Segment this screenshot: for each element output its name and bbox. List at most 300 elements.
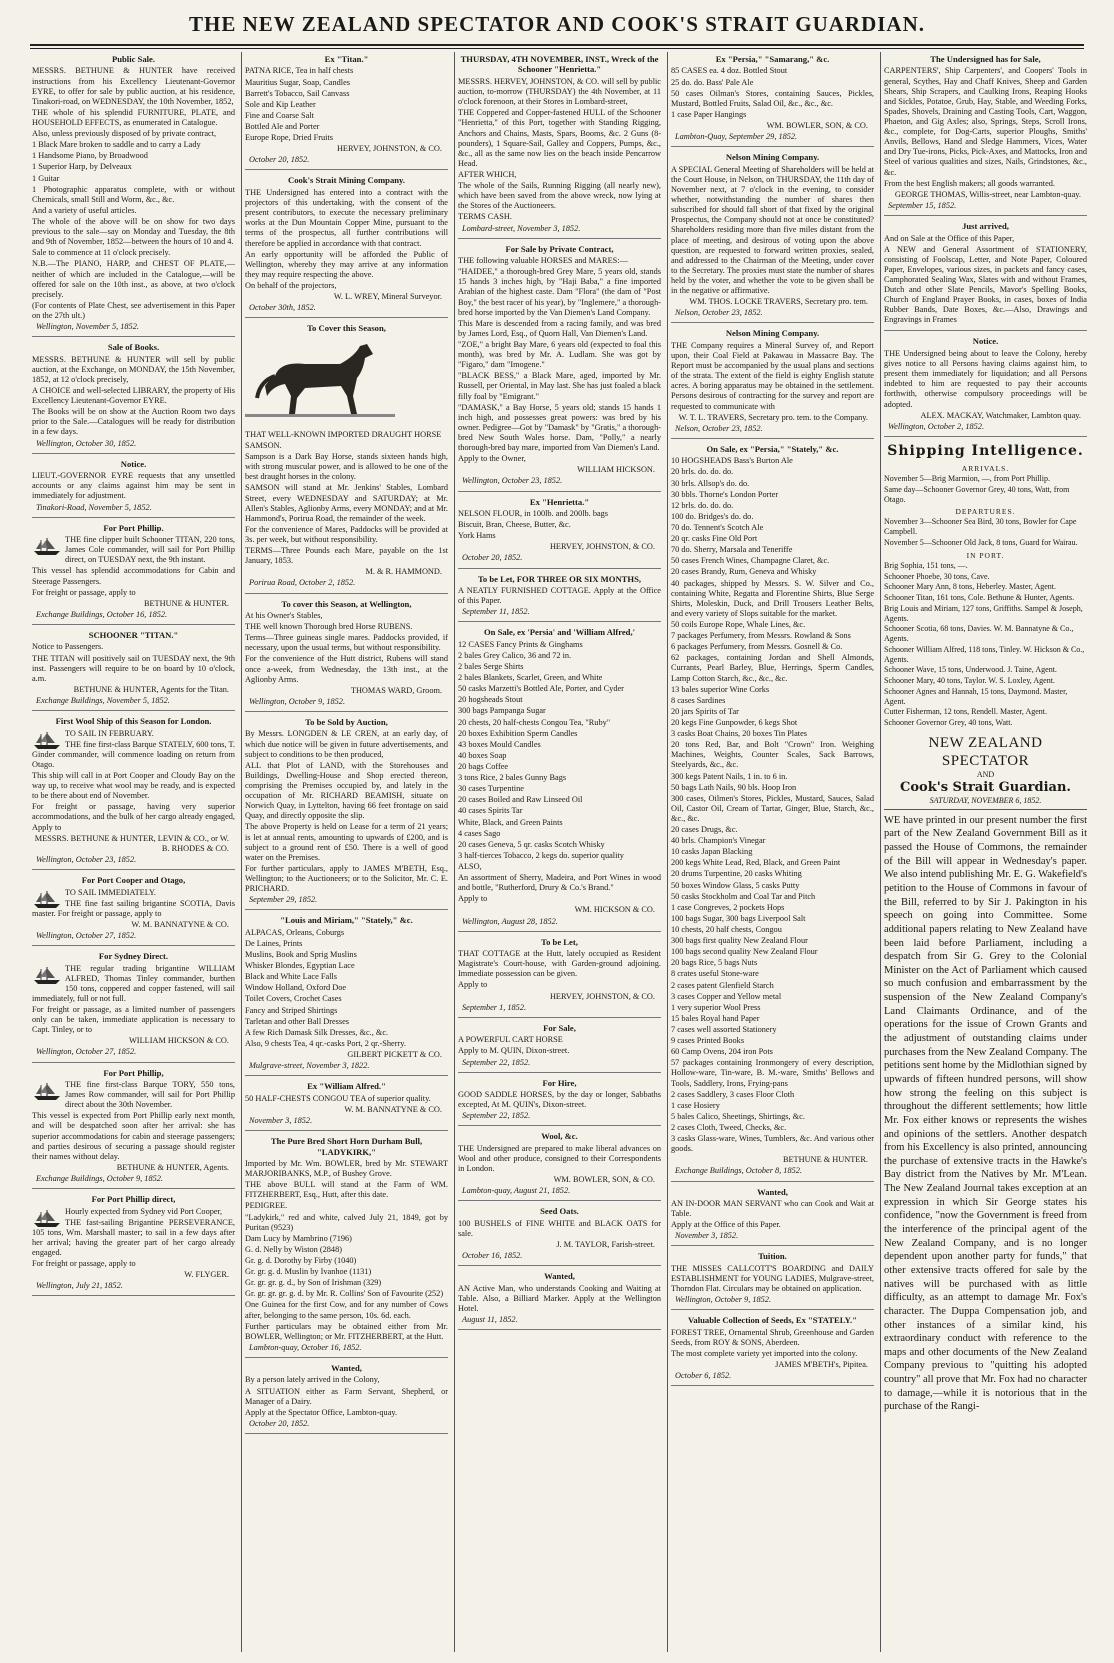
ad-date: November 3, 1852. <box>249 1115 313 1125</box>
ad-paragraph: A few Rich Damask Silk Dresses, &c., &c. <box>245 1027 389 1037</box>
ad-paragraph: 2 bales Grey Calico, 36 and 72 in. <box>458 650 572 660</box>
ad-paragraph: 15 bales Royal hand Paper <box>671 1013 760 1023</box>
ad-paragraph: THE Undersigned has entered into a contract with the projectors of this undertaking, with the consent of the present contributors, to execute the necessary preliminary works at the Dun Mountain Copper Mine, pursuant to the terms of the prospectus, all further contributions will therefore be applied in accordance with that contract. <box>245 187 448 248</box>
ad-paragraph: Toilet Covers, Crochet Cases <box>245 994 342 1004</box>
ad-paragraph: THE fine clipper built Schooner TITAN, 220 tons, James Cole commander, will sail for Port Phillip direct, on TUESDAY next, the 9th instant. <box>65 535 235 565</box>
ad-signature: W. L. WREY, Mineral Surveyor. <box>333 292 442 302</box>
ad-paragraph: ALL that Plot of LAND, with the Storehouses and Buildings, Dwelling-House and Shop erected thereon, comprising the Premises occupied by, and lately in the occupation of Mr. RICHARD BEAMISH, situate on Norwich Quay, in Lyttelton, having 66 feet frontage on said Quay, and directly opposite the slip. <box>245 760 448 821</box>
ad-date: Wellington, October 2, 1852. <box>888 421 985 431</box>
ad-paragraph: 50 casks Marzetti's Bottled Ale, Porter, and Cyder <box>458 684 624 694</box>
ad-date: October 16, 1852. <box>462 1251 523 1261</box>
ad-paragraph: 100 do. Bridges's do. do. <box>671 511 754 521</box>
ad-paragraph: 3 cases Copper and Yellow metal <box>671 991 782 1001</box>
advertisement <box>884 221 1087 331</box>
ad-paragraph: The whole of the above will be on show for two days previous to the sale—say on Monday and Tuesday, the 8th and 9th of November, 1852—between the hours of 10 and 4. <box>32 217 235 247</box>
ad-paragraph: Apply at the Spectator Office, Lambton-quay. <box>245 1407 398 1417</box>
ad-paragraph: 20 bags Coffee <box>458 762 509 772</box>
ad-signature: WM. HICKSON & CO. <box>574 905 655 915</box>
ad-paragraph: Fancy and Striped Shirtings <box>245 1005 338 1015</box>
ad-heading: Wool, &c. <box>541 1131 578 1142</box>
ad-paragraph: 3 half-tierces Tobacco, 2 kegs do. superior quality <box>458 850 624 860</box>
ad-paragraph: Apply at the Office of this Paper. <box>671 1220 781 1230</box>
shipping-entry: Schooner Mary, 40 tons, Taylor. W. S. Loxley, Agent. <box>884 676 1055 686</box>
ad-date: October 20, 1852. <box>249 1418 310 1428</box>
ad-date: Exchange Buildings, November 5, 1852. <box>36 696 170 705</box>
advertisement <box>32 630 235 711</box>
ad-heading: Seed Oats. <box>540 1206 579 1217</box>
ad-paragraph: G. d. Nelly by Wiston (2848) <box>245 1244 342 1254</box>
ad-paragraph: Dam Lucy by Mambrino (7196) <box>245 1233 352 1243</box>
ad-paragraph: Whisker Blondes, Egyptian Lace <box>245 961 355 971</box>
ad-paragraph: 1 Superior Harp, by Delveaux <box>32 162 132 172</box>
ad-paragraph: 3 casks Glass-ware, Wines, Tumblers, &c. And various other goods. <box>671 1134 874 1154</box>
ad-paragraph: TERMS CASH. <box>458 212 512 222</box>
advertisement <box>671 444 874 1182</box>
masthead-rule <box>30 44 1084 49</box>
ad-heading: For Sale, <box>543 1022 576 1033</box>
ad-paragraph: For further particulars, apply to JAMES M'BETH, Esq., Wellington; to the Auctioneers; or to the Solicitor, Mr. C. E. PRICHARD. <box>245 863 448 894</box>
ad-paragraph: MESSRS. BETHUNE & HUNTER have received instructions from his Excellency Lieutenant-Governor EYRE, to offer for sale by public auction, at his residence, Tinakori-road, on WEDNESDAY, the 10th November, 1852, <box>32 66 235 106</box>
ad-paragraph: Europe Rope, Dried Fruits <box>245 133 334 143</box>
column-rule <box>667 52 668 1652</box>
ad-paragraph: ALPACAS, Orleans, Coburgs <box>245 927 345 937</box>
ad-paragraph: 40 cases Spirits Tar <box>458 806 523 816</box>
ad-signature: THOMAS WARD, Groom. <box>350 685 442 695</box>
ad-paragraph: 1 case Hosiery <box>671 1100 720 1110</box>
ad-paragraph: Tarletan and other Ball Dresses <box>245 1016 350 1026</box>
ad-heading: Wanted, <box>757 1186 788 1197</box>
ad-paragraph: THE Coppered and Copper-fastened HULL of the Schooner "Henrietta," of this Port, together with Standing Rigging, Anchors and Chains, Masts, Spars, Booms, &c. 2 Guns (8-pounders), 1 Square-Sail, Galley and Coppers, Pumps, &c., &c., all as the same now lies on the beach inside Pencarrow Head. <box>458 108 661 168</box>
ad-signature: HERVEY, JOHNSTON, & CO. <box>336 144 442 154</box>
ad-heading: The Pure Bred Short Horn Durham Bull, "LADYKIRK," <box>270 1136 423 1157</box>
ad-paragraph: Sole and Kip Leather <box>245 99 316 109</box>
ad-signature: MESSRS. BETHUNE & HUNTER, LEVIN & CO., or W. B. RHODES & CO. <box>34 833 229 853</box>
ad-heading: First Wool Ship of this Season for London. <box>55 716 212 727</box>
ad-paragraph: 20 boxes Exhibition Sperm Candles <box>458 728 578 738</box>
column-3 <box>458 52 661 1652</box>
advertisement <box>245 915 448 1076</box>
ad-paragraph: LIEUT.-GOVERNOR EYRE requests that any unsettled accounts or any claims against him may be sent in immediately for adjustment. <box>32 471 235 501</box>
ad-signature: GILBERT PICKETT & CO. <box>347 1050 442 1059</box>
ad-paragraph: N.B.—The PIANO, HARP, and CHEST OF PLATE,—neither of which are included in the Catalogue,—will be offered for sale on the 10th inst., as above, at two o'clock precisely. <box>32 259 235 299</box>
ad-signature: WM. THOS. LOCKE TRAVERS, Secretary pro. tem. <box>689 297 868 307</box>
ad-paragraph: "BLACK BESS," a Black Mare, aged, imported by Mr. Russell, per Oriental, in May last. She has just foaled a black filly foal by "Emigrant." <box>458 371 661 401</box>
advertisement <box>32 875 235 946</box>
ad-paragraph: And a variety of useful articles. <box>32 205 137 215</box>
ad-paragraph: This vessel has splendid accommodations for Cabin and Steerage Passengers. <box>32 566 235 586</box>
ad-paragraph: Notice to Passengers. <box>32 642 104 652</box>
ad-paragraph: De Laines, Prints <box>245 938 303 948</box>
ad-heading: Nelson Mining Company. <box>725 152 820 163</box>
ad-paragraph: SAMSON. <box>245 440 282 450</box>
horse-illustration <box>245 336 448 429</box>
ad-signature: W. M. BANNATYNE & CO. <box>131 919 229 929</box>
ad-signature: ALEX. MACKAY, Watchmaker, Lambton quay. <box>920 410 1081 420</box>
ad-heading: Notice. <box>120 458 147 469</box>
ad-paragraph: For freight or passage, apply to <box>32 1259 136 1269</box>
ad-paragraph: THE whole of his splendid FURNITURE, PLATE, and HOUSEHOLD EFFECTS, as enumerated in Catalogue. <box>32 107 235 128</box>
ad-date: Wellington, October 27, 1852. <box>36 1047 137 1057</box>
ad-signature: HERVEY, JOHNSTON, & CO. <box>549 991 655 1001</box>
editorial-text: WE have printed in our present number the first part of the New Zealand Government Bill as it passed the House of Commons, the remainder of the Bill will appear in Wednesday's paper. We also intend publishing Mr. E. G. Wakefield's petition to the House of Commons in favour of the Bill, referred to by Sir J. Pakington in his speech on going into Committee. Some additional papers relating to New Zealand have been laid before Parliament, including a despatch from Sir G. Grey to the Colonial Minister on the Act of Parliament which caused so much confusion and embarrassment by the suspension of the New Zealand Company's Land Claimants Ordinance, and of the operations for the issue of Crown Grants and the adjustment of outstanding claims under purchases from the New Zealand Company. The petitions sent home by the Midlothian signed by upwards of fifteen hundred persons, will show how strong the feeling on this subject is throughout the different settlements; how little Mr. Fox either knows or represents the wishes and opinions of the settlers. Another despatch from his Excellency is also printed, announcing the purchase of extensive tracts in the Hawke's Bay district from the Natives by Mr. M'Lean. The New Zealand Journal takes exception at an expression in which Sir George states his confidence, "now the Government is freed from the interference of the principal agent of the New Zealand Company, and is no longer dependent upon another party for funds," that other extensive tracts offered for sale by the natives will be purchased with as little difficulty, as an attempt to damage Mr. Fox's character. The Duppa Compensation job, and other instances of a similar kind, his extraordinary conduct with reference to the maps and other documents of the New Zealand Company previous to "quitting his adopted country" all prove that Mr. Fox had no character to damage,—while it is notorious that in the purchase of the Rangi- <box>884 814 1087 1413</box>
ad-paragraph: 25 do. do. Bass' Pale Ale <box>671 77 754 87</box>
ad-heading: To be Sold by Auction, <box>305 716 388 727</box>
ad-paragraph: 100 bags Sugar, 300 bags Liverpool Salt <box>671 913 806 923</box>
ad-paragraph: 50 cases French Wines, Champagne Claret, &c. <box>671 556 830 566</box>
ad-paragraph: 20 hogsheads Stout <box>458 695 523 705</box>
advertisement <box>245 717 448 910</box>
ad-paragraph: ALSO, <box>458 862 482 872</box>
masthead: THE NEW ZEALAND SPECTATOR AND COOK'S STRAIT GUARDIAN. <box>188 12 926 36</box>
advertisement <box>245 599 448 712</box>
ad-paragraph: Black and White Lace Falls <box>245 972 338 982</box>
advertisement <box>245 323 448 593</box>
ad-heading: For Port Phillip, <box>103 1067 164 1078</box>
ad-paragraph: THE fine fast sailing brigantine SCOTIA, Davis master. For freight or passage, apply to <box>32 898 235 918</box>
ad-paragraph: 62 packages, containing Jordan and Shell Almonds, Currants, Pearl Barley, Blue, Herrings, Sperm Candles, Lamp Cotton Starch, &c., &c., &c. <box>671 653 874 683</box>
ad-paragraph: THAT WELL-KNOWN IMPORTED DRAUGHT HORSE <box>245 429 442 439</box>
ad-paragraph: White, Black, and Green Paints <box>458 817 563 827</box>
ad-date: Wellington, July 21, 1852. <box>36 1281 123 1291</box>
ad-signature: M. & R. HAMMOND. <box>365 567 442 577</box>
shipping-subheading: ARRIVALS. <box>961 463 1010 473</box>
ad-paragraph: THE Company requires a Mineral Survey of, and Report upon, their Coal Field at Pakawau in Massacre Bay. The Report must be accompanied by the usual plans and sections of the strata. The extent of the field is eighty English statute acres. A boring apparatus may be obtained in the settlement. Persons desirous of contracting for the survey and report are requested to communicate with <box>671 340 874 411</box>
ad-paragraph: "Ladykirk," red and white, calved July 21, 1849, got by Puritan (9523) <box>245 1212 448 1232</box>
ad-paragraph: "DAMASK," a Bay Horse, 5 years old; stands 15 hands 1 inch high, and possesses great powers: was bred by his owner. Pedigree—Got by "Damask" by "Gratis," a thorough-bred New South Wales horse. Dam, "Polly," a nearly thorough-bred bay mare, imported from Van Diemen's Land. <box>458 402 661 453</box>
advertisement <box>671 328 874 438</box>
ad-paragraph: 20 cases Geneva, 5 qr. casks Scotch Whisky <box>458 839 605 849</box>
advertisement <box>458 244 661 492</box>
ad-date: October 20, 1852. <box>462 553 523 563</box>
ad-paragraph: 2 bales Serge Shirts <box>458 662 524 672</box>
ad-paragraph: Apply to <box>458 980 488 990</box>
ad-signature: BETHUNE & HUNTER. <box>143 598 229 608</box>
ad-paragraph: 13 bales superior Wine Corks <box>671 684 770 694</box>
ad-paragraph: 20 jars Spirits of Tar <box>671 706 739 716</box>
ad-date: Nelson, October 23, 1852. <box>675 308 763 318</box>
ad-date: Wellington, October 30, 1852. <box>36 438 137 448</box>
ad-date: September 1, 1852. <box>462 1002 527 1012</box>
ad-date: Wellington, November 5, 1852. <box>36 322 139 332</box>
ad-heading: Ex "William Alfred." <box>307 1081 386 1092</box>
shipping-intelligence-title: Shipping Intelligence. <box>887 442 1084 459</box>
ad-signature: WM. BOWLER, SON, & CO. <box>766 121 868 131</box>
ad-paragraph: For the convenience of Mares, Paddocks will be provided at 3s. per week, but without responsibility. <box>245 524 448 544</box>
column-2 <box>245 52 448 1652</box>
ad-paragraph: TERMS—Three Pounds each Mare, payable on the 1st January, 1853. <box>245 546 448 566</box>
ad-heading: Nelson Mining Company. <box>725 328 820 339</box>
ad-paragraph: 1 Guitar <box>32 173 60 183</box>
ad-heading: For Sale by Private Contract, <box>505 243 614 254</box>
ad-paragraph: 40 packages, shipped by Messrs. S. W. Silver and Co., containing White, Regatta and Florentine Shirts, Blue Serge Shirts, Moleskin, Duck, and Drill Trousers Leather Belts, and every variety of Slops suitable for the market. <box>671 578 874 618</box>
ad-paragraph: 4 cases Sago <box>458 828 501 838</box>
ad-signature: BETHUNE & HUNTER, Agents for the Titan. <box>73 684 229 694</box>
shipping-entry: Brig Louis and Miriam, 127 tons, Griffiths. Sampel & Joseph, Agents. <box>884 603 1083 623</box>
advertisement <box>245 175 448 318</box>
editorial-date: SATURDAY, NOVEMBER 6, 1852. <box>884 796 1087 810</box>
ad-paragraph: 7 packages Perfumery, from Messrs. Rowland & Sons <box>671 631 851 641</box>
ad-date: Wellington, August 28, 1852. <box>462 916 558 926</box>
ad-heading: Ex "Persia," "Samarang," &c. <box>715 54 830 64</box>
ad-heading: To cover this Season, at Wellington, <box>281 598 412 609</box>
ad-paragraph: 20 qr. casks Fine Old Port <box>671 534 758 544</box>
ad-paragraph: 57 packages containing Ironmongery of every description, Hollow-ware, Tin-ware, B. M.-ware, Smiths' Bellows and Tools, Saddlery, Irons, Frying-pans <box>671 1058 874 1088</box>
advertisement <box>671 54 874 147</box>
advertisement <box>884 336 1087 436</box>
ad-paragraph: "HAIDEE," a thorough-bred Grey Mare, 5 years old, stands 15 hands 3 inches high, by "Haji Baba," a fine imported Arabian of the highest caste. Dam "Flora" (the dam of "Post Boy," the best racer of his year), by "Inglemere," a thorough-bred horse imported by the Van Diemen's Land Company. <box>458 267 661 317</box>
ad-paragraph: 300 bags first quality New Zealand Flour <box>671 936 808 946</box>
ad-paragraph: 30 cases Turpentine <box>458 784 524 794</box>
ad-heading: Just arrived, <box>962 221 1009 232</box>
ad-heading: For Port Phillip direct, <box>91 1194 176 1205</box>
ad-paragraph: PATNA RICE, Tea in half chests <box>245 66 354 76</box>
ad-paragraph: 1 case Paper Hangings <box>671 109 747 119</box>
ad-date: September 15, 1852. <box>888 200 957 210</box>
ad-paragraph: 40 boxes Soap <box>458 750 507 760</box>
advertisement <box>32 54 235 337</box>
shipping-entry: Schooner Governor Grey, 40 tons, Watt. <box>884 718 1013 728</box>
ad-paragraph: 70 do. Tennent's Scotch Ale <box>671 522 764 532</box>
ad-paragraph: On behalf of the projectors, <box>245 280 337 290</box>
ad-paragraph: 12 CASES Fancy Prints & Ginghams <box>458 639 583 649</box>
ad-paragraph: One Guinea for the first Cow, and for any number of Cows after, belonging to the same person, 10s. 6d. each. <box>245 1300 448 1320</box>
ship-icon <box>32 536 62 556</box>
ad-paragraph: THE following valuable HORSES and MARES:— <box>458 256 628 266</box>
advertisement <box>458 497 661 569</box>
ad-paragraph: CARPENTERS', Ship Carpenters', and Coopers' Tools in general, Scythes, Hay and Chaff Knives, Sheep and Garden Shears, Ship Scrapers, and Caulking Irons, Reaping Hooks and Sickles, Potatoe, Grub, Hay, Stable, and Weeding Forks, Spades, Shovels, Draining and Casting Tools, Cart, Waggon, Phaeton, and Gig Axles; also, Springs, Steps, Scroll Irons, &c., complete, for Dog-Carts, superior Ploughs, Smiths' Anvils, Bellows, Hand and Sledge Hammers, Vices, Water and Dry Tue-irons, Picks, Pick-Axes, and Mattocks, Iron and Steel of various qualities and sizes, Nails, Grindstones, &c., &c. <box>884 66 1087 177</box>
ad-heading: THURSDAY, 4TH NOVEMBER, INST., Wreck of the Schooner "Henrietta." <box>460 54 659 75</box>
ad-paragraph: York Hams <box>458 531 496 541</box>
ship-icon <box>32 1081 62 1101</box>
ad-paragraph: Muslins, Book and Sprig Muslins <box>245 950 357 960</box>
advertisement <box>671 1315 874 1386</box>
ad-date: September 22, 1852. <box>462 1111 531 1121</box>
ad-paragraph: THE fine first-class Barque TORY, 550 tons, James Row commander, will sail for Port Phillip direct about the 30th November. <box>65 1080 235 1110</box>
ad-date: September 29, 1852. <box>249 895 318 905</box>
ad-paragraph: 60 Camp Ovens, 204 iron Pots <box>671 1047 773 1057</box>
advertisement <box>245 1136 448 1358</box>
editorial-paper-title: NEW ZEALAND SPECTATOR <box>928 734 1043 770</box>
ad-date: Nelson, October 23, 1852. <box>675 423 763 433</box>
shipping-entry: Schooner Scotia, 68 tons, Davies. W. M. Bannatyne & Co., Agents. <box>884 624 1074 644</box>
shipping-entry: November 5—Schooner Old Jack, 8 tons, Guard for Wairau. <box>884 537 1078 547</box>
ad-paragraph: Apply to M. QUIN, Dixon-street. <box>458 1046 570 1056</box>
ad-paragraph: A SITUATION either as Farm Servant, Shepherd, or Manager of a Dairy. <box>245 1386 448 1406</box>
ad-paragraph: 10 HOGSHEADS Bass's Burton Ale <box>671 456 793 466</box>
advertisement <box>884 54 1087 216</box>
ad-heading: For Port Cooper and Otago, <box>81 875 186 886</box>
ad-paragraph: Sale to commence at 11 o'clock precisely. <box>32 248 171 258</box>
ad-paragraph: 1 Handsome Piano, by Broadwood <box>32 151 148 161</box>
ad-signature: WILLIAM HICKSON. <box>577 465 655 475</box>
ad-paragraph: 50 casks Stockholm and Coal Tar and Pitch <box>671 891 816 901</box>
ad-paragraph: 3 tons Rice, 2 bales Gunny Bags <box>458 773 567 783</box>
column-rule <box>454 52 455 1652</box>
ad-paragraph: Bottled Ale and Porter <box>245 122 320 132</box>
advertisement <box>32 523 235 625</box>
ad-paragraph: 300 bags Pampanga Sugar <box>458 706 546 716</box>
ad-paragraph: A NEATLY FURNISHED COTTAGE. Apply at the Office of this Paper. <box>458 586 661 606</box>
ad-paragraph: 200 kegs White Lead, Red, Black, and Green Paint <box>671 858 841 868</box>
ad-date: October 20, 1852. <box>249 155 310 165</box>
ad-paragraph: TO SAIL IMMEDIATELY. <box>65 887 156 897</box>
ad-date: Wellington, October 23, 1852. <box>36 854 137 864</box>
ad-paragraph: 1 very superior Wool Press <box>671 1002 761 1012</box>
ad-paragraph: Apply to the Owner, <box>458 454 526 464</box>
advertisement <box>458 627 661 931</box>
shipping-entry: Cutter Fisherman, 12 tons, Rendell. Master, Agent. <box>884 707 1047 717</box>
ad-paragraph: (For contents of Plate Chest, see advertisement in this Paper on the 27th ult.) <box>32 300 235 320</box>
ad-signature: J. M. TAYLOR, Farish-street. <box>556 1240 655 1250</box>
ad-paragraph: Apply to <box>458 894 488 904</box>
ad-paragraph: 30 bbls. Thorne's London Porter <box>671 489 779 499</box>
ad-heading: Cook's Strait Mining Company. <box>288 175 405 186</box>
ad-paragraph: 20 cases Brandy, Rum, Geneva and Whisky <box>671 567 817 577</box>
ad-paragraph: Gr. gr. gr. g. d., by Son of Irishman (329) <box>245 1278 382 1288</box>
ad-paragraph: THE above BULL will stand at the Farm of WM. FITZHERBERT, Esq., Hutt, after this date. <box>245 1180 448 1200</box>
ad-paragraph: 1 Black Mare broken to saddle and to carry a Lady <box>32 140 201 150</box>
ad-date: Lambton-Quay, September 29, 1852. <box>675 132 798 142</box>
advertisement <box>458 1271 661 1330</box>
ad-date: Wellington, October 9, 1852. <box>675 1295 772 1305</box>
ad-paragraph: 8 cases Sardines <box>671 695 726 705</box>
ad-heading: To be Let, <box>541 936 578 947</box>
advertisement <box>671 1187 874 1247</box>
ad-signature: GEORGE THOMAS, Willis-street, near Lambton-quay. <box>894 189 1081 199</box>
ad-heading: The Undersigned has for Sale, <box>930 54 1041 64</box>
ad-paragraph: 20 tons Red, Bar, and Bolt "Crown" Iron. Weighing Machines, Weights, Counter Scales, Sack Barrows, Steelyards, &c., &c. <box>671 740 874 770</box>
ad-paragraph: Imported by Mr. Wm. BOWLER, bred by Mr. STEWART MARJORIBANKS, M.P., of Bushey Grove. <box>245 1159 448 1179</box>
advertisement <box>32 459 235 518</box>
ad-paragraph: AN Active Man, who understands Cooking and Waiting at Table. Also, a Billiard Marker. Apply at the Wellington Hotel. <box>458 1283 661 1314</box>
ad-date: August 11, 1852. <box>462 1315 518 1325</box>
ad-paragraph: PEDIGREE. <box>245 1201 288 1211</box>
ad-paragraph: A POWERFUL CART HORSE <box>458 1035 563 1045</box>
ad-signature: HERVEY, JOHNSTON, & CO. <box>549 542 655 552</box>
ad-paragraph: Also, 9 chests Tea, 4 qr.-casks Port, 2 qr.-Sherry. <box>245 1038 406 1048</box>
ad-date: Wellington, October 9, 1852. <box>249 696 346 706</box>
ad-signature: BETHUNE & HUNTER, Agents. <box>116 1162 229 1172</box>
ad-paragraph: Gr. g. d. Dorothy by Firby (1040) <box>245 1255 357 1265</box>
ad-date: Mulgrave-street, November 3, 1822. <box>249 1061 370 1071</box>
ad-heading: SCHOONER "TITAN." <box>88 629 179 640</box>
ad-paragraph: 100 BUSHELS of FINE WHITE and BLACK OATS for sale. <box>458 1218 661 1239</box>
ad-paragraph: Window Holland, Oxford Doe <box>245 983 347 993</box>
ad-paragraph: For the convenience of the Hutt district, Rubens will stand once a-week, from Wednesday, the 13th inst., at the Aglionby Arms. <box>245 654 448 684</box>
ad-paragraph: Mauritius Sugar, Soap, Candles <box>245 77 350 87</box>
ad-paragraph: 85 CASES ea. 4 doz. Bottled Stout <box>671 66 788 76</box>
ad-paragraph: 43 boxes Mould Candles <box>458 739 541 749</box>
shipping-entry: November 3—Schooner Sea Bird, 30 tons, Bowler for Cape Campbell. <box>884 517 1077 537</box>
shipping-entry: November 5—Brig Marmion, —, from Port Phillip. <box>884 474 1050 484</box>
ad-paragraph: 30 brls. Allsop's do. do. <box>671 478 750 488</box>
column-4 <box>671 52 874 1652</box>
ad-date: September 11, 1852. <box>462 607 530 617</box>
ad-paragraph: At his Owner's Stables, <box>245 610 323 620</box>
ad-paragraph: The most complete variety yet imported into the colony. <box>671 1349 858 1359</box>
ad-signature: WM. BOWLER, SON, & CO. <box>553 1175 655 1185</box>
ad-paragraph: THE regular trading brigantine WILLIAM ALFRED, Thomas Tinley commander, burthen 150 tons, coppered and copper fastened, will sail immediately, full or not full. <box>32 963 235 1003</box>
ad-paragraph: 1 Photographic apparatus complete, with or without Chemicals, small Still and Worm, &c., &c. <box>32 184 235 204</box>
ad-date: Exchange Buildings, October 8, 1852. <box>675 1166 802 1176</box>
shipping-subheading: DEPARTURES. <box>955 507 1016 517</box>
shipping-subheading: IN PORT. <box>966 550 1005 560</box>
ad-paragraph: Gr. gr. gr. gr. g. d. by Mr. R. Collins' Son of Favourite (252) <box>245 1289 444 1299</box>
ad-heading: Wanted, <box>331 1362 362 1373</box>
ad-paragraph: THE Undersigned being about to leave the Colony, hereby gives notice to all Persons having claims against him, to present them immediately for liquidation; and all Persons indebted to him are requested to pay their accounts forthwith, otherwise compulsory proceedings will be adopted. <box>884 348 1087 409</box>
ad-paragraph: Fine and Coarse Salt <box>245 110 314 120</box>
advertisement <box>458 574 661 623</box>
ad-heading: For Sydney Direct. <box>98 951 169 962</box>
ad-paragraph: 20 cases Drugs, &c. <box>671 825 738 835</box>
advertisement <box>32 716 235 870</box>
ad-heading: On Sale, ex 'Persia' and 'William Alfred,' <box>483 627 636 638</box>
advertisement <box>32 951 235 1062</box>
ad-paragraph: A CHOICE and well-selected LIBRARY, the property of His Excellency Lieutenant-Governor EYRE. <box>32 386 235 406</box>
advertisement <box>671 1251 874 1310</box>
shipping-entry: Schooner Mary Ann, 8 tons, Heberley. Master, Agent. <box>884 582 1057 592</box>
ad-heading: Public Sale. <box>112 54 155 64</box>
advertisement <box>458 54 661 239</box>
ad-signature: JAMES M'BETH's, Pipitea. <box>775 1360 868 1370</box>
ad-date: Wellington, October 27, 1852. <box>36 930 137 940</box>
ad-paragraph: The whole of the Sails, Running Rigging (all nearly new), which have been saved from the above wreck, now lying at the Stores of the Auctioneers. <box>458 181 661 211</box>
column-1 <box>32 52 235 1652</box>
editorial-paper-and: AND <box>976 770 995 780</box>
ad-paragraph: 12 brls. do. do. do. <box>671 500 734 510</box>
ad-heading: "Louis and Miriam," "Stately," &c. <box>280 915 413 926</box>
ad-paragraph: From the best English makers; all goods warranted. <box>884 178 1055 188</box>
ad-paragraph: 20 kegs Fine Gunpowder, 6 kegs Shot <box>671 717 798 727</box>
ad-paragraph: Further particulars may be obtained either from Mr. BOWLER, Wellington; or Mr. FITZHERBERT, at the Hutt. <box>245 1321 448 1341</box>
ad-paragraph: A SPECIAL General Meeting of Shareholders will be held at the Court House, in Nelson, on THURSDAY, the 11th day of November next, at 7 o'clock in the evening, to consider whether, notwithstanding the number of shares then subscribed for should fall short of that fixed by the original Prospectus, the Company should not at once be constituted? Shareholders residing more than five miles distant from the place of meeting, and desirous of voting upon the above question, are requested to forward written proxies, sealed, and addressed to the Chairman of the Meeting, under cover to the Secretary. The proxies must state the number of shares held by the voter, and whether the vote to be given shall be in the negative or affirmative. <box>671 164 874 296</box>
ad-date: November 3, 1852. <box>675 1231 739 1241</box>
ship-icon <box>32 1208 62 1228</box>
ad-signature: WILLIAM HICKSON & CO. <box>128 1036 229 1046</box>
editorial-paper-subtitle: Cook's Strait Guardian. <box>900 780 1071 796</box>
ad-paragraph: Barrett's Tobacco, Sail Canvass <box>245 88 350 98</box>
ad-date: Porirua Road, October 2, 1852. <box>249 578 356 588</box>
ad-paragraph: Also, unless previously disposed of by private contract, <box>32 129 217 139</box>
ad-paragraph: Biscuit, Bran, Cheese, Butter, &c. <box>458 520 571 530</box>
advertisement <box>458 1023 661 1073</box>
ad-date: September 22, 1852. <box>462 1057 531 1067</box>
ad-paragraph: 50 coils Europe Rope, Whale Lines, &c. <box>671 619 806 629</box>
ad-heading: For Hire, <box>542 1077 577 1088</box>
shipping-entry: Schooner Phoebe, 30 tons, Cave. <box>884 571 990 581</box>
advertisement <box>671 152 874 323</box>
advertisement <box>458 937 661 1018</box>
ad-paragraph: 20 cases Boiled and Raw Linseed Oil <box>458 795 583 805</box>
shipping-entry: Brig Sophia, 151 tons, —. <box>884 560 968 570</box>
ad-paragraph: 8 crates useful Stone-ware <box>671 969 759 979</box>
ad-paragraph: By a person lately arrived in the Colony, <box>245 1375 380 1385</box>
advertisement <box>245 1081 448 1131</box>
ad-heading: Ex "Titan." <box>324 54 369 64</box>
ad-paragraph: The Books will be on show at the Auction Room two days prior to the Sale.—Catalogues will be ready for distribution in a few days. <box>32 407 235 437</box>
ad-paragraph: A NEW and General Assortment of STATIONERY, consisting of Foolscap, Letter, and Note Paper, Coloured Paper, Envelopes, various sizes, in packets and fancy cases, Camphorated Sealing Wax, Slates with and without Frames, Dutch and other Slate Pencils, Mavor's Spelling Books, Church of England Prayer Books, in cases, boxes of India Rubber Bands, Date Boxes, &c.—Also, Drawings and Engravings in Frames <box>884 244 1087 325</box>
ad-date: Exchange Buildings, October 16, 1852. <box>36 609 168 619</box>
ad-paragraph: For freight or passage, having very superior accommodations, and the bulk of her cargo already engaged, Apply to <box>32 802 235 832</box>
ad-paragraph: 10 casks Japan Blacking <box>671 847 753 857</box>
shipping-entry: Schooner Agnes and Hannah, 15 tons, Daymond. Master, Agent. <box>884 686 1068 706</box>
ad-signature: BETHUNE & HUNTER. <box>782 1155 868 1165</box>
ad-signature: W. T. L. TRAVERS, Secretary pro. tem. to the Company. <box>678 412 868 422</box>
ad-date: Exchange Buildings, October 9, 1852. <box>36 1173 163 1183</box>
ad-paragraph: 10 chests, 20 half chests, Congou <box>671 925 782 935</box>
ad-heading: Valuable Collection of Seeds, Ex "STATELY." <box>688 1315 857 1326</box>
ad-signature: W. FLYGER. <box>184 1270 229 1280</box>
